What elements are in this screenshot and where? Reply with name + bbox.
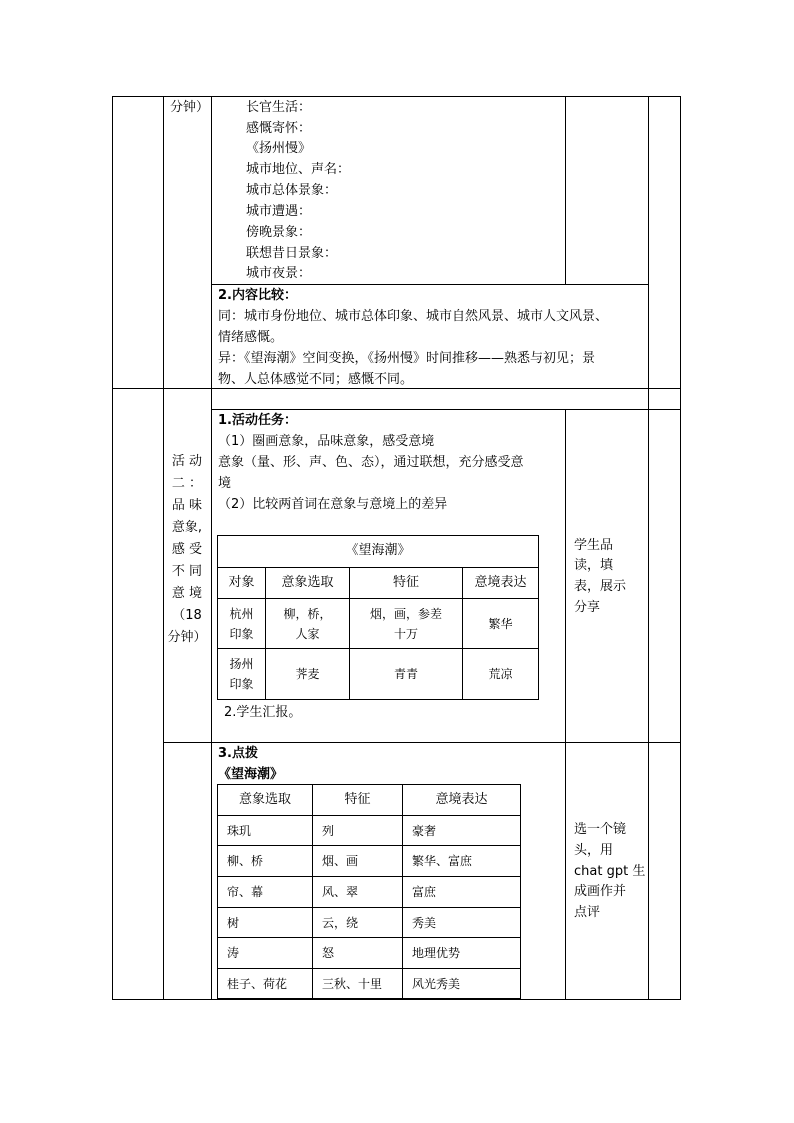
table-border-right	[680, 96, 681, 1000]
activity2-label-line: 感 受	[171, 542, 203, 557]
outline-item: 城市总体景象：	[246, 183, 338, 198]
pointer-cell: 秀美	[412, 916, 437, 930]
pointer-cell: 风光秀美	[412, 977, 461, 991]
compare-table-header: 意境表达	[474, 575, 527, 590]
outline-item: 长官生活：	[246, 100, 312, 115]
table-cell: 杭州	[229, 607, 254, 621]
activity2-label-line: 二 ：	[171, 476, 203, 491]
compare-table-header: 对象	[228, 575, 255, 590]
pointer-cell: 涛	[227, 946, 240, 960]
pointer-title: 3.点拨	[218, 746, 258, 761]
row-divider	[163, 742, 681, 743]
inner-table-line	[402, 784, 403, 999]
table-cell: 印象	[229, 677, 254, 691]
table-cell: 烟，画，参差	[369, 607, 442, 621]
col-divider	[565, 96, 566, 285]
pointer-note-line: 头，用	[574, 843, 614, 858]
pointer-cell: 珠玑	[227, 824, 252, 838]
compare-title: 2.内容比较：	[218, 288, 297, 303]
student-note-line: 分享	[574, 600, 601, 615]
table-cell: 柳，桥，	[283, 607, 332, 621]
activity2-label-line: 意 境	[171, 586, 203, 601]
pointer-cell: 柳、桥	[227, 854, 264, 868]
compare-diff-line2: 物、人总体感觉不同；感慨不同。	[218, 372, 414, 387]
time-label: 分钟）	[170, 100, 210, 115]
task-title: 1.活动任务：	[218, 413, 297, 428]
table-cell: 荒凉	[488, 667, 513, 681]
table-border-left	[112, 96, 113, 1000]
pointer-cell: 桂子、荷花	[227, 977, 288, 991]
table-cell: 荠麦	[295, 667, 320, 681]
pointer-cell: 云，绕	[322, 916, 359, 930]
activity2-label	[165, 451, 209, 649]
pointer-note-line: 成画作并	[574, 884, 627, 899]
student-note-line: 表，展示	[574, 579, 627, 594]
pointer-table-header: 特征	[344, 792, 371, 807]
table-cell: 印象	[229, 627, 254, 641]
activity2-label-line: 品 味	[171, 498, 203, 513]
outline-item: 《扬州慢》	[246, 141, 312, 156]
task-line: 意象（量、形、声、色、态），通过联想，充分感受意	[218, 455, 524, 470]
pointer-table-header: 意境表达	[435, 792, 488, 807]
activity2-label-line: 分钟）	[167, 630, 207, 645]
task-line: （1）圈画意象，品味意象，感受意境	[218, 434, 435, 449]
table-cell: 繁华	[488, 616, 513, 631]
inner-table-line	[538, 535, 539, 700]
activity2-label-line: 活 动	[171, 454, 203, 469]
table-cell: 十万	[393, 627, 418, 641]
task-line: 境	[218, 476, 232, 491]
compare-same-line1: 同：城市身份地位、城市总体印象、城市自然风景、城市人文风景、	[218, 309, 609, 324]
pointer-cell: 树	[227, 916, 240, 930]
inner-table-line	[217, 968, 521, 969]
inner-table-line	[217, 998, 521, 999]
table-border-bottom	[112, 999, 681, 1000]
table-border-top	[112, 96, 681, 97]
pointer-subtitle: 《望海潮》	[218, 767, 284, 782]
outline-item: 城市地位、声名：	[246, 162, 351, 177]
inner-table-line	[217, 845, 521, 846]
outline-item: 傍晚景象：	[246, 225, 312, 240]
col-divider	[648, 96, 649, 1000]
pointer-cell: 繁华、富庶	[412, 854, 473, 868]
table-cell: 人家	[295, 627, 320, 641]
pointer-cell: 怒	[322, 946, 335, 960]
activity2-label-line: （18	[172, 608, 202, 623]
row-divider	[112, 388, 681, 389]
outline-item: 感慨寄怀：	[246, 121, 312, 136]
compare-table-caption: 《望海潮》	[345, 543, 411, 558]
inner-table-line	[217, 784, 218, 999]
row-divider	[211, 284, 648, 285]
pointer-cell: 富庶	[412, 885, 437, 899]
col-divider	[211, 96, 212, 1000]
pointer-table-header: 意象选取	[238, 792, 291, 807]
pointer-cell: 列	[322, 824, 335, 838]
inner-table-line	[217, 876, 521, 877]
activity2-label-line: 意象,	[171, 520, 203, 535]
outline-item: 城市遭遇：	[246, 204, 312, 219]
pointer-cell: 地理优势	[412, 946, 461, 960]
pointer-note-line: chat gpt 生	[574, 864, 646, 879]
col-divider	[565, 409, 566, 1000]
compare-same-line2: 情绪感慨。	[218, 330, 284, 345]
pointer-cell: 三秋、十里	[322, 977, 383, 991]
pointer-cell: 烟、画	[322, 854, 359, 868]
task-line: （2）比较两首词在意象与意境上的差异	[218, 497, 448, 512]
student-note-line: 学生品	[574, 538, 614, 553]
inner-table-line	[520, 784, 521, 999]
pointer-note-line: 点评	[574, 905, 601, 920]
inner-table-line	[217, 937, 521, 938]
row-divider	[211, 409, 681, 410]
inner-table-line	[217, 815, 521, 816]
pointer-cell: 帘、幕	[227, 885, 264, 899]
table-cell: 青青	[393, 667, 418, 681]
activity2-label-line: 不 同	[171, 564, 203, 579]
inner-table-line	[217, 907, 521, 908]
compare-table-header: 特征	[392, 575, 419, 590]
report-line: 2.学生汇报。	[224, 705, 302, 720]
pointer-note-line: 选一个镜	[574, 822, 627, 837]
compare-table-header: 意象选取	[281, 575, 334, 590]
inner-table-line	[312, 784, 313, 999]
outline-item: 联想昔日景象：	[246, 246, 338, 261]
student-note-line: 读，填	[574, 558, 614, 573]
table-cell: 扬州	[229, 657, 254, 671]
col-divider	[163, 96, 164, 1000]
pointer-cell: 豪奢	[412, 824, 437, 838]
pointer-cell: 风、翠	[322, 885, 359, 899]
outline-item: 城市夜景：	[246, 266, 312, 281]
compare-diff-line1: 异：《望海潮》空间变换，《扬州慢》时间推移——熟悉与初见；景	[218, 351, 596, 366]
